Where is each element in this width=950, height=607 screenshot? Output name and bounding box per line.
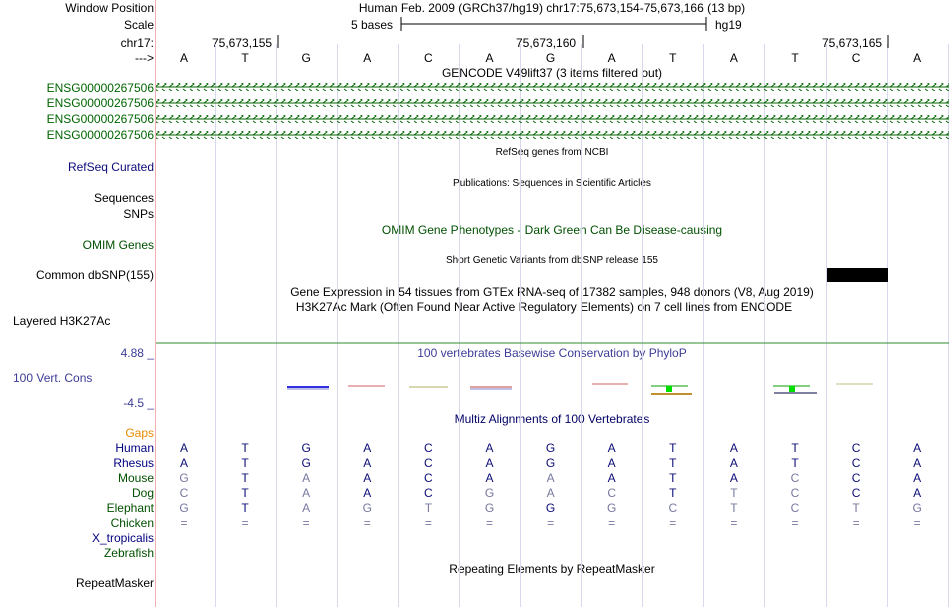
scale-assembly: hg19 <box>715 18 742 32</box>
alignment-base: A <box>607 441 616 455</box>
alignment-base: = <box>791 516 799 530</box>
alignment-base: C <box>790 486 800 500</box>
alignment-base: C <box>851 486 861 500</box>
alignment-base: T <box>791 456 799 470</box>
alignment-base: T <box>241 441 249 455</box>
dbsnp-variant-block <box>827 268 888 282</box>
reference-base: T <box>241 51 249 65</box>
alignment-base: C <box>179 486 189 500</box>
alignment-base: A <box>363 441 372 455</box>
refseq-track-title: RefSeq genes from NCBI <box>495 147 609 158</box>
scale-label: Scale <box>123 18 154 32</box>
alignment-base: C <box>424 471 433 485</box>
scale-text: 5 bases <box>351 18 394 32</box>
alignment-base: A <box>363 486 372 500</box>
gencode-item-label[interactable]: ENSG00000267506 <box>46 112 154 126</box>
reference-base: G <box>545 51 556 65</box>
gencode-track-title: GENCODE V49lift37 (3 items filtered out) <box>441 66 663 80</box>
alignment-base: T <box>241 486 249 500</box>
phylop-min-label: -4.5 _ <box>123 396 154 410</box>
snps-track-label[interactable]: SNPs <box>123 207 154 221</box>
base-gridlines <box>216 44 949 607</box>
alignment-base: G <box>484 486 495 500</box>
reference-base: A <box>729 51 738 65</box>
gaps-label: Gaps <box>125 426 154 440</box>
alignment-base: T <box>669 471 677 485</box>
h3k27ac-track-label[interactable]: Layered H3K27Ac <box>13 314 111 328</box>
position-tick-label: 75,673,160 <box>516 36 577 50</box>
reference-base: C <box>851 51 861 65</box>
alignment-base: A <box>546 486 555 500</box>
reference-base: A <box>607 51 616 65</box>
alignment-base: T <box>669 486 677 500</box>
alignment-base: T <box>669 456 677 470</box>
multiz-track-title: Multiz Alignments of 100 Vertebrates <box>454 412 650 426</box>
reference-base: C <box>424 51 433 65</box>
alignment-base: = <box>241 516 249 530</box>
alignment-base: A <box>546 471 555 485</box>
alignment-base: = <box>180 516 188 530</box>
alignment-base: G <box>301 441 311 455</box>
alignment-base: = <box>424 516 432 530</box>
alignment-base: G <box>545 441 556 455</box>
alignment-base: A <box>363 456 372 470</box>
alignment-base: A <box>913 456 922 470</box>
alignment-base: A <box>302 486 311 500</box>
window-position-label: Window Position <box>65 1 154 15</box>
alignment-base: A <box>485 441 494 455</box>
dbsnp-track-label[interactable]: Common dbSNP(155) <box>35 268 154 282</box>
reference-base: A <box>363 51 372 65</box>
alignment-base: A <box>913 471 922 485</box>
strand-arrow-label: ---> <box>135 51 154 65</box>
alignment-base: T <box>791 441 799 455</box>
alignment-base: C <box>851 441 861 455</box>
alignment-base: G <box>362 501 372 515</box>
species-label: Mouse <box>117 471 154 485</box>
gtex-track-title: Gene Expression in 54 tissues from GTEx RNA-seq of 17382 samples, 948 donors (V8, Aug 2019) <box>290 285 814 299</box>
position-tick-label: 75,673,155 <box>212 36 273 50</box>
alignment-base: C <box>668 501 678 515</box>
gencode-item-label[interactable]: ENSG00000267506 <box>46 96 154 110</box>
phylop-track-title: 100 vertebrates Basewise Conservation by PhyloP <box>417 346 687 360</box>
species-label: X_tropicalis <box>91 531 154 545</box>
alignment-base: G <box>484 501 495 515</box>
alignment-base: C <box>424 441 433 455</box>
species-label: Human <box>115 441 154 455</box>
alignment-base: G <box>545 501 556 515</box>
alignment-base: A <box>485 456 494 470</box>
reference-base: G <box>301 51 311 65</box>
alignment-base: = <box>302 516 310 530</box>
alignment-base: C <box>607 486 617 500</box>
alignment-base: G <box>179 501 189 515</box>
window-position-value: Human Feb. 2009 (GRCh37/hg19) chr17:75,673,154-75,673,166 (13 bp) <box>358 1 746 15</box>
species-label: Rhesus <box>113 456 154 470</box>
dbsnp-track-title: Short Genetic Variants from dbSNP release 155 <box>446 255 658 266</box>
h3k27ac-track-title: H3K27Ac Mark (Often Found Near Active Regulatory Elements) on 7 cell lines from ENCODE <box>295 300 793 314</box>
alignment-base: = <box>852 516 860 530</box>
species-label: Chicken <box>110 516 154 530</box>
alignment-base: T <box>424 501 433 515</box>
alignment-base: T <box>730 486 738 500</box>
reference-base: T <box>669 51 677 65</box>
alignment-base: = <box>913 516 921 530</box>
alignment-base: = <box>547 516 555 530</box>
repeatmasker-track-label[interactable]: RepeatMasker <box>75 576 154 590</box>
alignment-base: A <box>729 456 738 470</box>
phylop-max-label: 4.88 _ <box>120 346 154 360</box>
alignment-base: A <box>179 456 188 470</box>
gencode-transcripts <box>156 83 949 139</box>
phylop-track-label[interactable]: 100 Vert. Cons <box>13 371 93 385</box>
alignment-base: G <box>545 456 556 470</box>
reference-base: T <box>791 51 799 65</box>
alignment-base: C <box>424 486 433 500</box>
alignment-base: A <box>729 441 738 455</box>
alignment-base: A <box>363 471 372 485</box>
alignment-base: A <box>302 501 311 515</box>
alignment-base: A <box>302 471 311 485</box>
reference-base: A <box>179 51 188 65</box>
species-label: Dog <box>131 486 154 500</box>
repeatmasker-track-title: Repeating Elements by RepeatMasker <box>449 562 655 576</box>
omim-track-title: OMIM Gene Phenotypes - Dark Green Can Be Disease-causing <box>381 223 723 237</box>
alignment-base: T <box>241 456 249 470</box>
alignment-base: = <box>485 516 493 530</box>
position-tick-label: 75,673,165 <box>822 36 883 50</box>
alignment-base: C <box>790 501 800 515</box>
alignment-base: G <box>607 501 617 515</box>
publications-track-title: Publications: Sequences in Scientific Articles <box>453 178 651 189</box>
sequences-track-label[interactable]: Sequences <box>93 191 154 205</box>
alignment-base: A <box>485 471 494 485</box>
alignment-base: T <box>241 471 249 485</box>
alignment-base: = <box>669 516 677 530</box>
alignment-base: A <box>607 456 616 470</box>
alignment-base: T <box>241 501 249 515</box>
species-label: Zebrafish <box>103 546 154 560</box>
reference-base: A <box>913 51 922 65</box>
alignment-base: T <box>730 501 738 515</box>
alignment-base: A <box>729 471 738 485</box>
phylop-marks <box>287 384 873 394</box>
alignment-base: G <box>912 501 922 515</box>
gencode-item-label[interactable]: ENSG00000267506 <box>46 81 154 95</box>
alignment-base: A <box>607 471 616 485</box>
alignment-base: = <box>608 516 616 530</box>
alignment-base: C <box>424 456 433 470</box>
alignment-base: C <box>851 456 861 470</box>
alignment-base: G <box>301 456 311 470</box>
alignment-base: A <box>179 441 188 455</box>
gencode-item-label[interactable]: ENSG00000267506 <box>46 128 154 142</box>
reference-base: A <box>485 51 494 65</box>
species-label: Elephant <box>106 501 154 515</box>
omim-track-label[interactable]: OMIM Genes <box>82 238 154 252</box>
refseq-track-label[interactable]: RefSeq Curated <box>67 160 154 174</box>
alignment-base: A <box>913 486 922 500</box>
alignment-base: = <box>363 516 371 530</box>
alignment-base: C <box>790 471 800 485</box>
chrom-label: chr17: <box>120 36 154 50</box>
alignment-base: = <box>730 516 738 530</box>
alignment-base: C <box>851 471 861 485</box>
alignment-base: T <box>669 441 677 455</box>
position-ticks <box>278 35 888 48</box>
alignment-base: A <box>913 441 922 455</box>
alignment-base: G <box>179 471 189 485</box>
scale-bar <box>401 17 706 31</box>
alignment-base: T <box>852 501 860 515</box>
